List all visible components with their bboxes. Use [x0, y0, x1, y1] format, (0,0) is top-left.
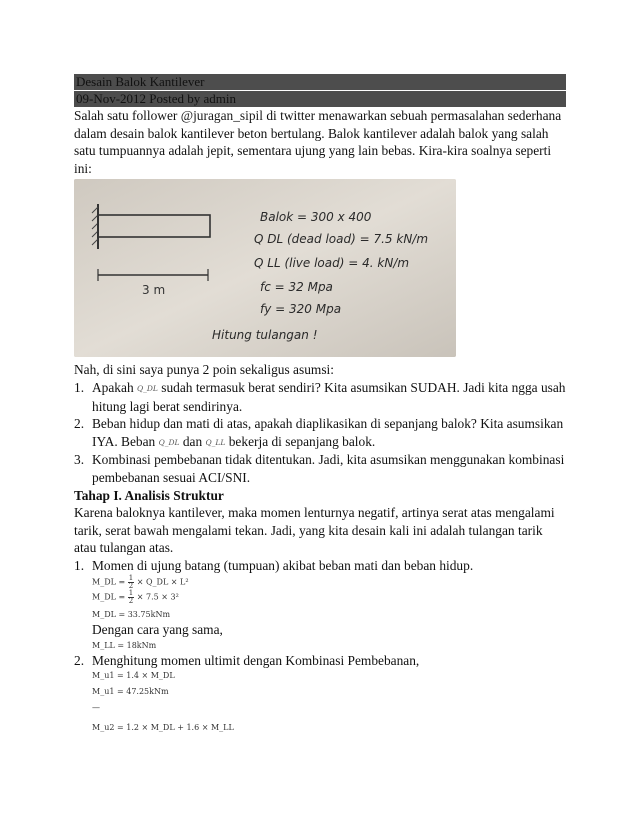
note-live-load: Q LL (live load) = 4. kN/m: [254, 256, 410, 271]
post-title: Desain Balok Kantilever: [76, 74, 205, 89]
steps-list: [74, 557, 566, 575]
list-item: 2. Menghitung momen ultimit dengan Kombinasi Pembebanan,: [74, 653, 420, 669]
note-beam-size: Balok = 300 x 400: [260, 210, 372, 225]
equation-block-1: [74, 575, 566, 621]
section-paragraph: Karena baloknya kantilever, maka momen lenturnya negatif, artinya serat atas mengalami tarik, serat bawah mengalami tekan. Jadi, yang kita desain kali ini adalah tulangan tarik atau tulangan atas.: [74, 505, 555, 556]
intro-paragraph: Salah satu follower @juragan_sipil di twitter menawarkan sebuah permasalahan sederhana dalam desain balok kantilever beton bertulang. Balok kantilever adalah balok yang salah satu tumpuannya adalah jepit, sementara ujung yang lain bebas. Kira-kira soalnya seperti ini:: [74, 108, 562, 176]
fraction: $\frac{1}{2}$: [128, 588, 134, 605]
equation: M_LL = 18kNm: [92, 641, 157, 651]
equation: M_DL = $\frac{1}{2}$ × 7.5 × 3²: [92, 588, 179, 605]
equation: M_DL = 33.75kNm: [92, 609, 171, 619]
equation: M_u1 = 1.4 × M_DL: [92, 670, 175, 680]
list-item: 1. Apakah Q_DL sudah termasuk berat sendiri? Kita asumsikan SUDAH. Jadi kita ngga usah hitung lagi berat sendirinya.: [74, 379, 566, 414]
separator-dash: —: [92, 702, 100, 712]
note-fc: fc = 32 Mpa: [260, 280, 333, 295]
list-item: 3. Kombinasi pembebanan tidak ditentukan. Jadi, kita asumsikan menggunakan kombinasi pembebanan sesuai ACI/SNI.: [74, 452, 565, 485]
equation: M_u1 = 47.25kNm: [92, 686, 169, 696]
list-item: 1. Momen di ujung batang (tumpuan) akibat beban mati dan beban hidup.: [74, 557, 474, 573]
assumptions-intro: Nah, di sini saya punya 2 poin sekaligus asumsi:: [74, 362, 334, 378]
problem-sketch-photo: [74, 179, 456, 357]
sketch-drawing: [74, 179, 456, 357]
equation-block-3: [74, 670, 566, 734]
twitter-handle-link[interactable]: @juragan_sipil: [180, 108, 263, 123]
list-item: 2. Beban hidup dan mati di atas, apakah diaplikasikan di sepanjang balok? Kita asumsikan IYA. Beban Q_DL dan Q_LL bekerja di sepanjang balok.: [74, 416, 564, 449]
note-dead-load: Q DL (dead load) = 7.5 kN/m: [254, 232, 429, 247]
q-ll-symbol: Q_LL: [205, 437, 226, 447]
note-instruction: Hitung tulangan !: [212, 328, 318, 343]
post-title-bar: [74, 74, 566, 90]
q-dl-symbol: Q_DL: [137, 383, 158, 393]
same-method-text: Dengan cara yang sama,: [92, 621, 223, 637]
equation-block-2: [74, 640, 566, 652]
assumptions-list: [74, 379, 566, 487]
note-fy: fy = 320 Mpa: [260, 302, 342, 317]
post-meta: 09-Nov-2012 Posted by admin: [76, 91, 236, 106]
document-page: [74, 74, 566, 734]
section-heading: Tahap I. Analisis Struktur: [74, 487, 224, 503]
equation: M_u2 = 1.2 × M_DL + 1.6 × M_LL: [92, 722, 234, 732]
q-dl-symbol: Q_DL: [158, 437, 180, 447]
post-meta-bar: [74, 91, 566, 107]
fraction: $\frac{1}{2}$: [128, 573, 134, 590]
span-label: 3 m: [142, 283, 166, 298]
steps-list-2: [74, 652, 566, 670]
equation: M_DL = $\frac{1}{2}$ × Q_DL × L²: [92, 573, 189, 590]
